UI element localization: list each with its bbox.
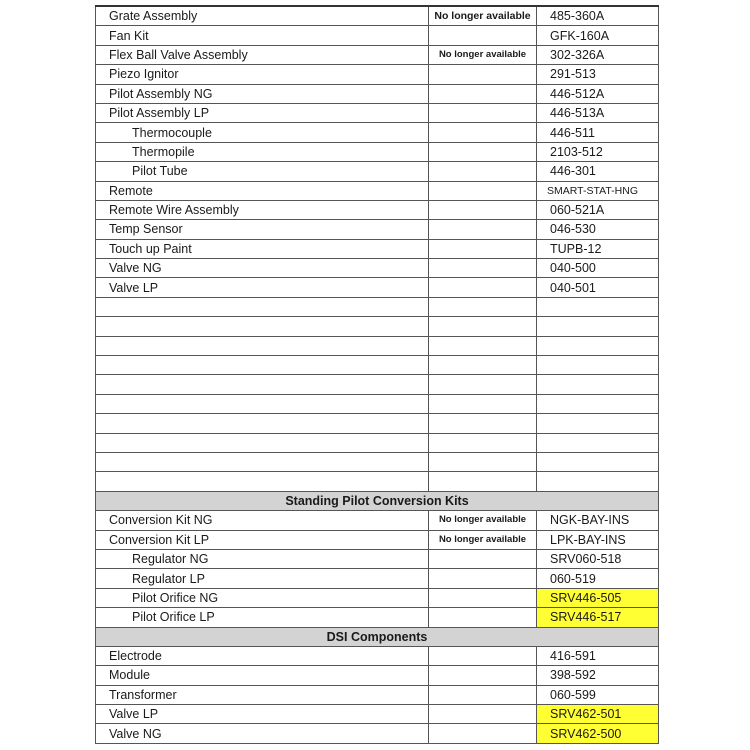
availability-note: No longer available (429, 530, 537, 549)
part-number: 060-519 (537, 569, 659, 588)
part-description (96, 336, 429, 355)
availability-note (429, 259, 537, 278)
table-row (96, 666, 659, 685)
table-row-empty (96, 336, 659, 355)
section-header-standing-pilot (96, 491, 659, 510)
part-description (96, 472, 429, 491)
table-row (96, 569, 659, 588)
availability-note (429, 162, 537, 181)
part-description: Valve NG (96, 724, 429, 743)
availability-note (429, 414, 537, 433)
part-description: Pilot Orifice LP (96, 608, 429, 627)
part-number: 060-521A (537, 200, 659, 219)
part-number (537, 433, 659, 452)
part-number: 040-501 (537, 278, 659, 297)
part-description (96, 452, 429, 471)
table-row (96, 239, 659, 258)
part-number: 302-326A (537, 45, 659, 64)
availability-note (429, 181, 537, 200)
table-row (96, 278, 659, 297)
part-number: LPK-BAY-INS (537, 530, 659, 549)
availability-note (429, 239, 537, 258)
availability-note (429, 278, 537, 297)
part-description: Transformer (96, 685, 429, 704)
part-number: 046-530 (537, 220, 659, 239)
part-description: Pilot Orifice NG (96, 588, 429, 607)
availability-note: No longer available (429, 6, 537, 26)
part-number (537, 472, 659, 491)
table-row-empty (96, 433, 659, 452)
table-row (96, 162, 659, 181)
table-row (96, 685, 659, 704)
part-number: 040-500 (537, 259, 659, 278)
part-description (96, 433, 429, 452)
part-description: Module (96, 666, 429, 685)
part-description: Remote (96, 181, 429, 200)
availability-note (429, 608, 537, 627)
part-number: NGK-BAY-INS (537, 511, 659, 530)
availability-note (429, 452, 537, 471)
part-number (537, 452, 659, 471)
part-description: Thermocouple (96, 123, 429, 142)
part-description: Grate Assembly (96, 6, 429, 26)
section-header-dsi (96, 627, 659, 646)
availability-note (429, 317, 537, 336)
availability-note (429, 588, 537, 607)
part-number: 060-599 (537, 685, 659, 704)
part-number: 291-513 (537, 65, 659, 84)
part-number: 446-513A (537, 103, 659, 122)
table-row (96, 220, 659, 239)
part-number-highlighted: SRV446-517 (537, 608, 659, 627)
availability-note (429, 123, 537, 142)
part-number: 398-592 (537, 666, 659, 685)
part-number (537, 317, 659, 336)
part-description (96, 297, 429, 316)
part-description: Pilot Assembly NG (96, 84, 429, 103)
availability-note (429, 705, 537, 724)
table-row-empty (96, 317, 659, 336)
part-description: Conversion Kit LP (96, 530, 429, 549)
part-description: Temp Sensor (96, 220, 429, 239)
part-number: 2103-512 (537, 142, 659, 161)
availability-note: No longer available (429, 511, 537, 530)
availability-note (429, 103, 537, 122)
part-description (96, 317, 429, 336)
part-number: 446-512A (537, 84, 659, 103)
table-row (96, 142, 659, 161)
table-row (96, 103, 659, 122)
part-number: 446-511 (537, 123, 659, 142)
part-description: Remote Wire Assembly (96, 200, 429, 219)
table-row (96, 705, 659, 724)
availability-note (429, 336, 537, 355)
table-row (96, 45, 659, 64)
parts-table (95, 5, 659, 744)
part-number: GFK-160A (537, 26, 659, 45)
table-row (96, 84, 659, 103)
part-description: Regulator LP (96, 569, 429, 588)
availability-note (429, 200, 537, 219)
table-row (96, 200, 659, 219)
table-row-empty (96, 472, 659, 491)
table-row (96, 511, 659, 530)
table-row-empty (96, 452, 659, 471)
table-row-empty (96, 394, 659, 413)
part-description: Pilot Tube (96, 162, 429, 181)
part-number (537, 414, 659, 433)
availability-note (429, 356, 537, 375)
availability-note (429, 433, 537, 452)
availability-note (429, 646, 537, 665)
part-description: Fan Kit (96, 26, 429, 45)
part-number: SRV060-518 (537, 549, 659, 568)
part-description: Touch up Paint (96, 239, 429, 258)
part-number (537, 375, 659, 394)
part-description: Electrode (96, 646, 429, 665)
table-row (96, 259, 659, 278)
part-description: Pilot Assembly LP (96, 103, 429, 122)
table-row (96, 26, 659, 45)
part-number-highlighted: SRV462-501 (537, 705, 659, 724)
table-row-empty (96, 297, 659, 316)
availability-note: No longer available (429, 45, 537, 64)
availability-note (429, 220, 537, 239)
section-title: Standing Pilot Conversion Kits (96, 491, 659, 510)
part-number: 485-360A (537, 6, 659, 26)
availability-note (429, 472, 537, 491)
table-row (96, 549, 659, 568)
part-description: Valve NG (96, 259, 429, 278)
availability-note (429, 375, 537, 394)
part-description: Valve LP (96, 705, 429, 724)
availability-note (429, 394, 537, 413)
availability-note (429, 666, 537, 685)
table-row (96, 608, 659, 627)
availability-note (429, 142, 537, 161)
part-description: Regulator NG (96, 549, 429, 568)
part-number: TUPB-12 (537, 239, 659, 258)
part-number (537, 336, 659, 355)
availability-note (429, 724, 537, 743)
table-row (96, 65, 659, 84)
table-row-empty (96, 375, 659, 394)
availability-note (429, 685, 537, 704)
part-description: Valve LP (96, 278, 429, 297)
availability-note (429, 65, 537, 84)
part-description: Conversion Kit NG (96, 511, 429, 530)
table-row-empty (96, 356, 659, 375)
part-number (537, 356, 659, 375)
part-number (537, 394, 659, 413)
table-row (96, 123, 659, 142)
table-row (96, 724, 659, 743)
section-title: DSI Components (96, 627, 659, 646)
part-description (96, 414, 429, 433)
part-description (96, 375, 429, 394)
availability-note (429, 549, 537, 568)
availability-note (429, 84, 537, 103)
table-row (96, 588, 659, 607)
table-row (96, 646, 659, 665)
part-description: Piezo Ignitor (96, 65, 429, 84)
part-description (96, 394, 429, 413)
table-row-empty (96, 414, 659, 433)
availability-note (429, 297, 537, 316)
part-number (537, 297, 659, 316)
part-number: 416-591 (537, 646, 659, 665)
availability-note (429, 569, 537, 588)
part-description (96, 356, 429, 375)
table-row (96, 181, 659, 200)
part-number-highlighted: SRV446-505 (537, 588, 659, 607)
part-number: 446-301 (537, 162, 659, 181)
part-description: Thermopile (96, 142, 429, 161)
table-row (96, 530, 659, 549)
part-number-highlighted: SRV462-500 (537, 724, 659, 743)
table-row (96, 6, 659, 26)
part-description: Flex Ball Valve Assembly (96, 45, 429, 64)
part-number: SMART-STAT-HNG (537, 181, 659, 200)
availability-note (429, 26, 537, 45)
